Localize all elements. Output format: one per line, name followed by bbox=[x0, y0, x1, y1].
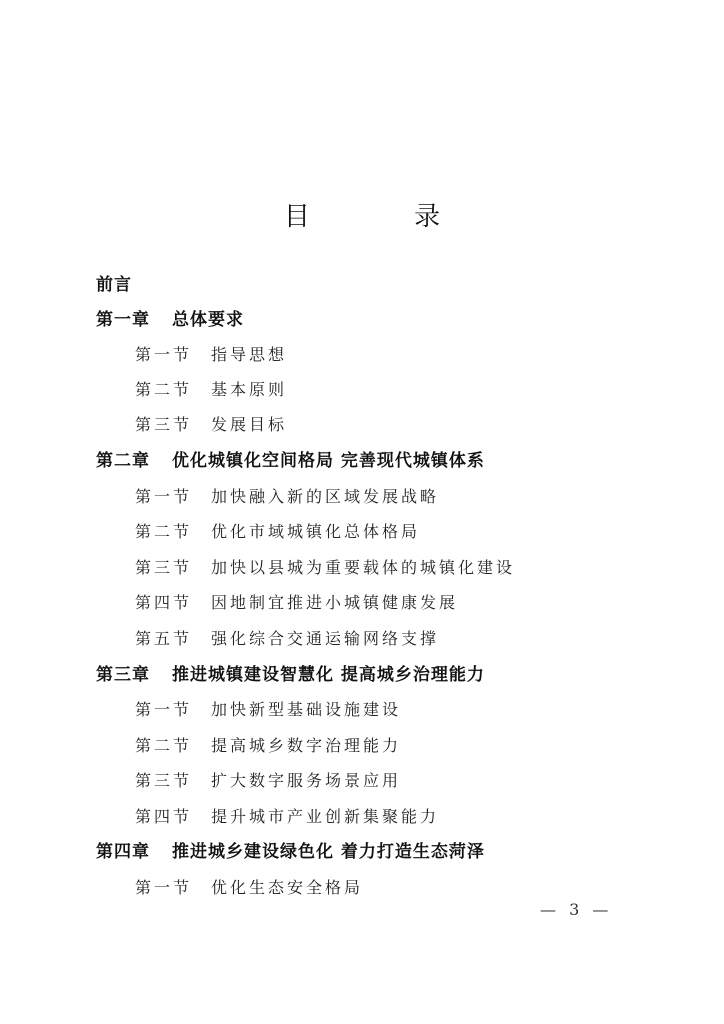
section-title: 加快新型基础设施建设 bbox=[211, 700, 402, 719]
toc-section[interactable] bbox=[135, 480, 439, 514]
toc-section[interactable] bbox=[135, 551, 515, 585]
section-number: 第一节 bbox=[135, 700, 193, 719]
chapter-number: 第三章 bbox=[96, 665, 150, 685]
toc-chapter-1[interactable] bbox=[96, 303, 244, 337]
section-title: 加快融入新的区域发展战略 bbox=[211, 487, 440, 506]
toc-section[interactable] bbox=[135, 729, 401, 763]
section-number: 第二节 bbox=[135, 522, 193, 541]
toc-section[interactable] bbox=[135, 586, 458, 620]
section-number: 第一节 bbox=[135, 878, 193, 897]
section-title: 基本原则 bbox=[211, 380, 288, 399]
chapter-number: 第二章 bbox=[96, 451, 150, 471]
section-title: 提高城乡数字治理能力 bbox=[211, 736, 402, 755]
section-number: 第三节 bbox=[135, 558, 193, 577]
toc-chapter-2[interactable] bbox=[96, 444, 485, 478]
section-title: 加快以县城为重要载体的城镇化建设 bbox=[211, 558, 516, 577]
section-number: 第四节 bbox=[135, 807, 193, 826]
toc-section[interactable] bbox=[135, 871, 363, 905]
section-title: 扩大数字服务场景应用 bbox=[211, 771, 402, 790]
chapter-number: 第一章 bbox=[96, 310, 150, 330]
page-title: 目 录 bbox=[283, 202, 489, 232]
section-number: 第二节 bbox=[135, 380, 193, 399]
section-title: 强化综合交通运输网络支撑 bbox=[211, 629, 440, 648]
section-number: 第四节 bbox=[135, 593, 193, 612]
section-number: 第二节 bbox=[135, 736, 193, 755]
toc-section[interactable] bbox=[135, 622, 439, 656]
toc-section[interactable] bbox=[135, 764, 401, 798]
section-title: 指导思想 bbox=[211, 345, 288, 364]
toc-chapter-4[interactable] bbox=[96, 835, 485, 869]
chapter-title: 优化城镇化空间格局 完善现代城镇体系 bbox=[172, 451, 485, 471]
page-number: — 3 — bbox=[540, 900, 613, 919]
section-title: 因地制宜推进小城镇健康发展 bbox=[211, 593, 459, 612]
toc-section[interactable] bbox=[135, 408, 287, 442]
section-number: 第三节 bbox=[135, 415, 193, 434]
toc-section[interactable] bbox=[135, 338, 287, 372]
section-title: 提升城市产业创新集聚能力 bbox=[211, 807, 440, 826]
section-title: 优化生态安全格局 bbox=[211, 878, 364, 897]
section-number: 第一节 bbox=[135, 487, 193, 506]
toc-section[interactable] bbox=[135, 373, 287, 407]
chapter-title: 推进城镇建设智慧化 提高城乡治理能力 bbox=[172, 665, 485, 685]
section-title: 优化市域城镇化总体格局 bbox=[211, 522, 421, 541]
toc-chapter-3[interactable] bbox=[96, 658, 485, 692]
chapter-title: 推进城乡建设绿色化 着力打造生态菏泽 bbox=[172, 842, 485, 862]
toc-section[interactable] bbox=[135, 693, 401, 727]
toc-section[interactable] bbox=[135, 515, 420, 549]
section-number: 第五节 bbox=[135, 629, 193, 648]
toc-preface[interactable]: 前言 bbox=[96, 275, 132, 295]
section-title: 发展目标 bbox=[211, 415, 288, 434]
toc-section[interactable] bbox=[135, 800, 439, 834]
section-number: 第三节 bbox=[135, 771, 193, 790]
chapter-number: 第四章 bbox=[96, 842, 150, 862]
section-number: 第一节 bbox=[135, 345, 193, 364]
chapter-title: 总体要求 bbox=[172, 310, 244, 330]
